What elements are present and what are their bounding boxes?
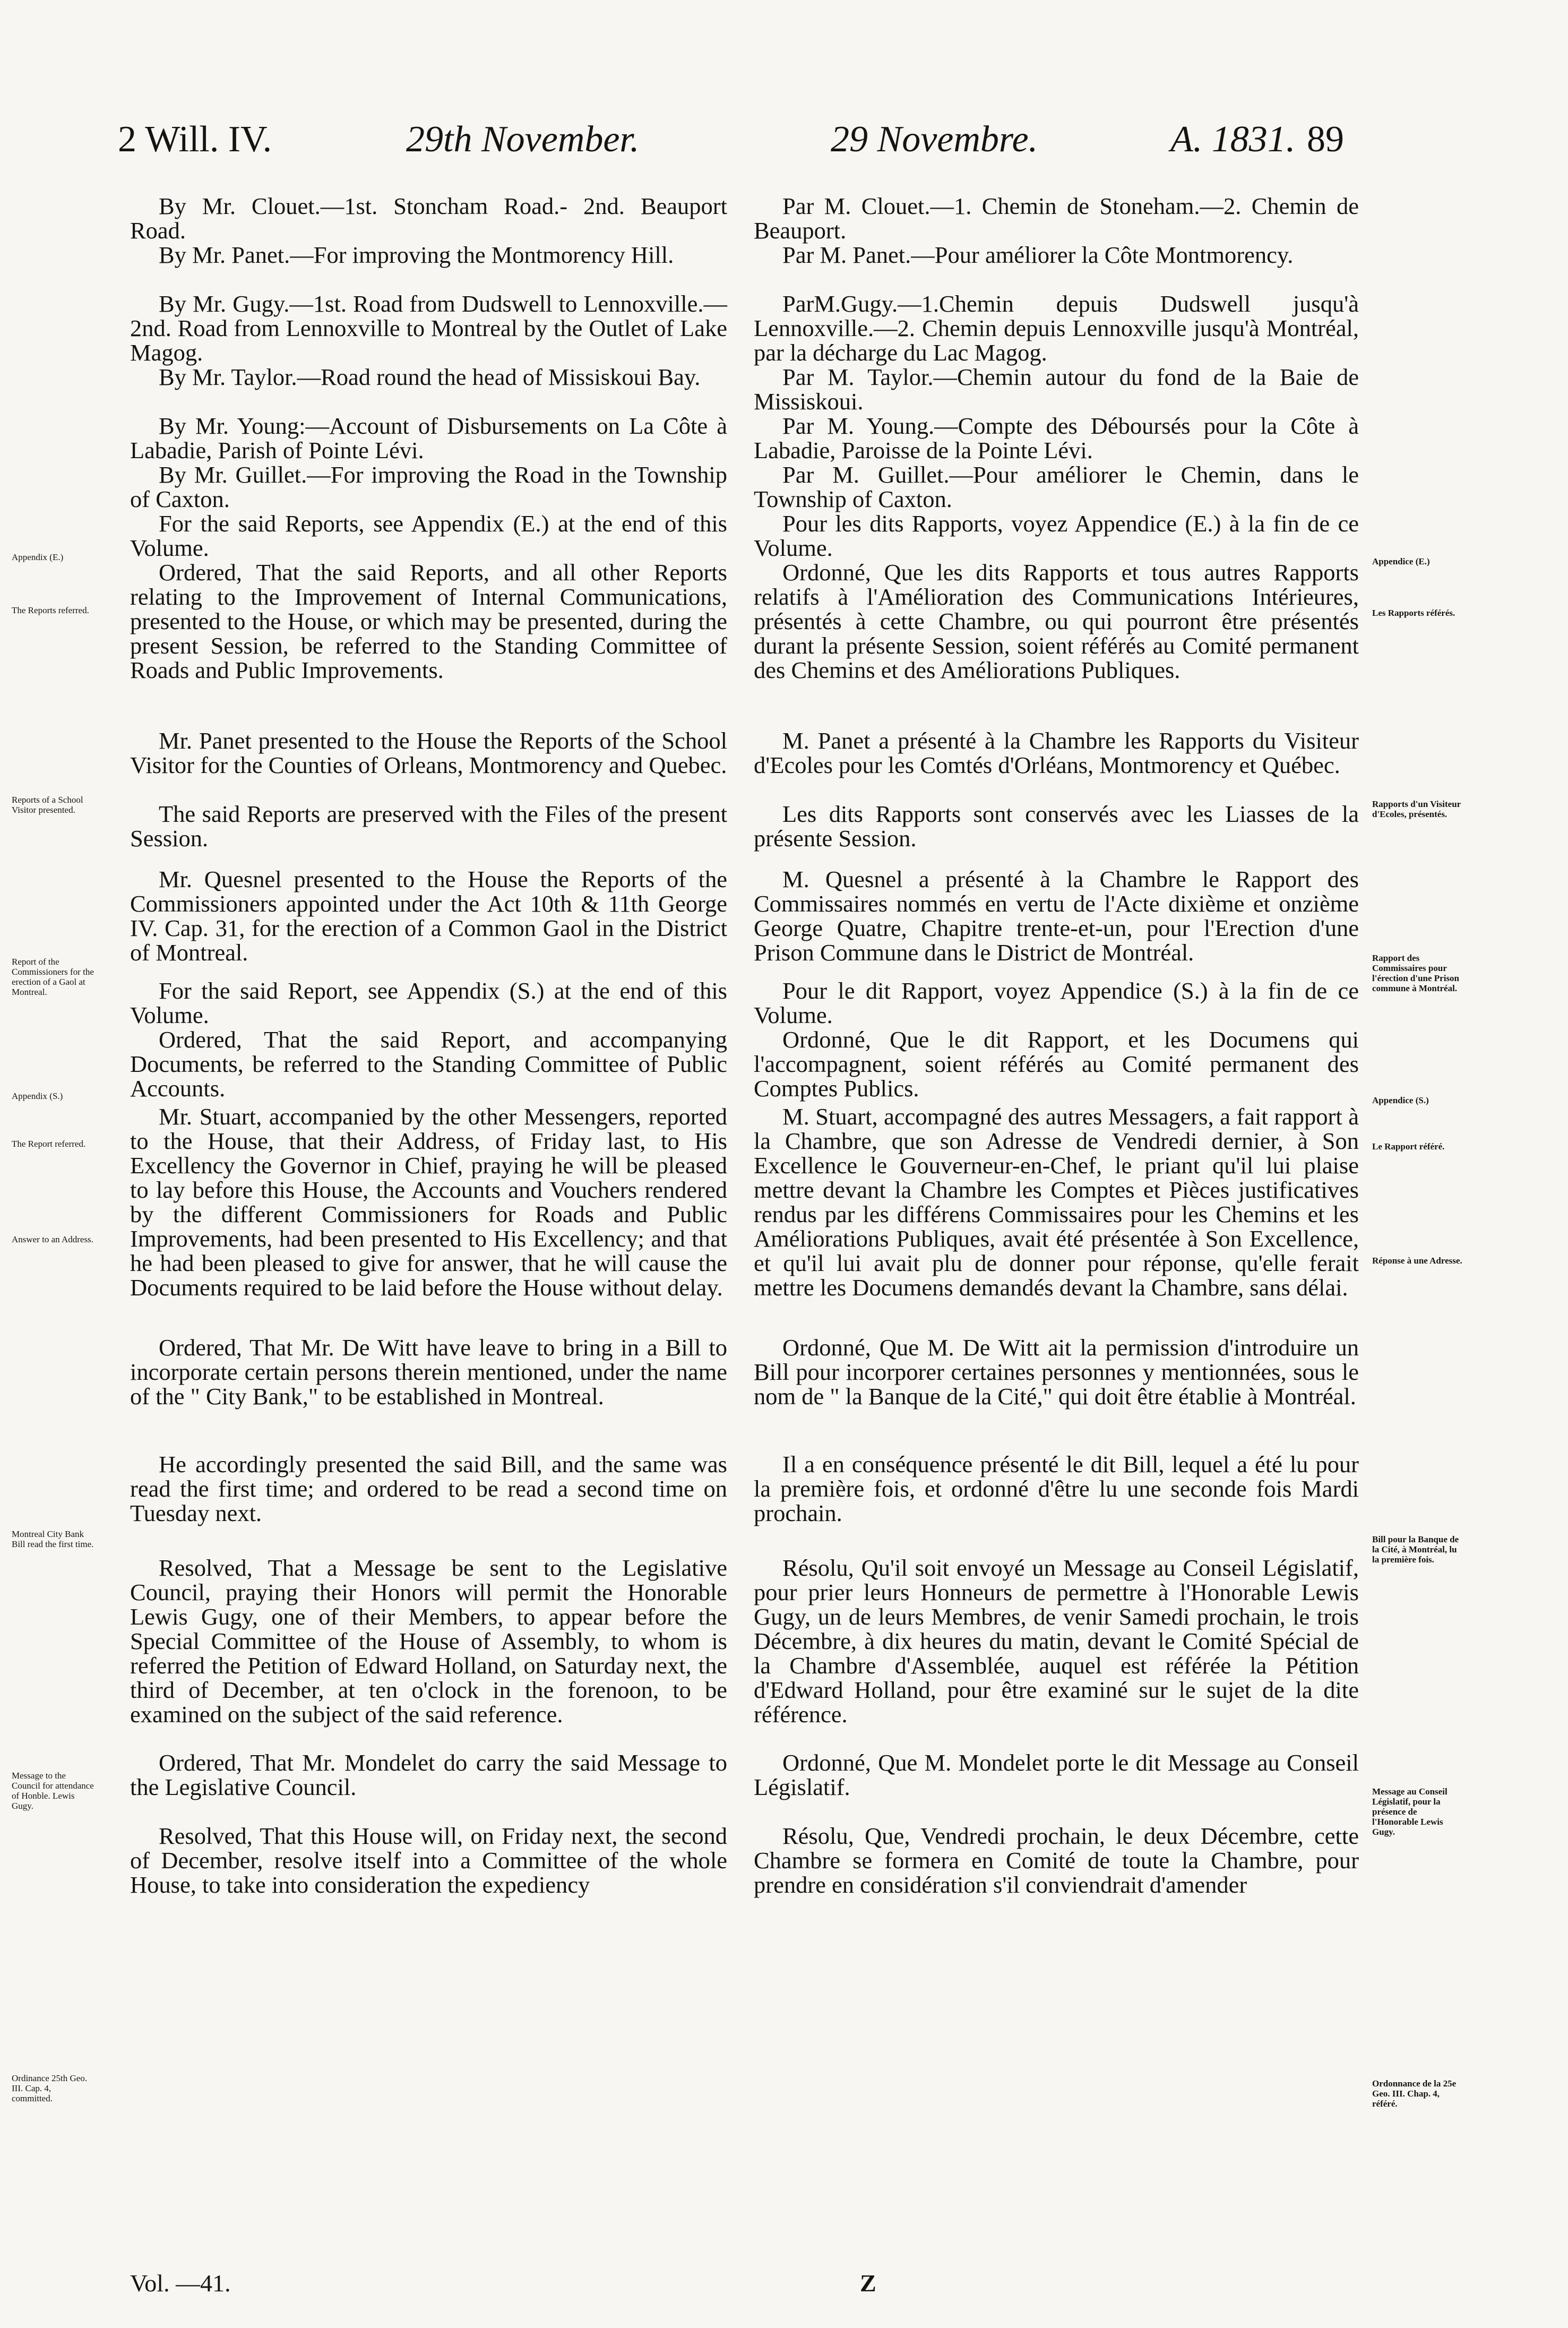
margin-note: Reports of a School Visitor presented. — [12, 795, 83, 815]
header-year: A. 1831. — [1170, 119, 1296, 160]
margin-note: Appendix (S.) — [12, 1091, 63, 1101]
signature-mark: Z — [860, 2270, 876, 2297]
header-date-french: 29 Novembre. — [831, 119, 1038, 160]
english-paragraph: By Mr. Young:—Account of Disbursements on La Côte à Labadie, Parish of Pointe Lévi. — [130, 413, 727, 463]
english-paragraph: For the said Reports, see Appendix (E.) at the end of this Volume. — [130, 510, 727, 561]
english-paragraph: By Mr. Gugy.—1st. Road from Dudswell to Lennoxville.—2nd. Road from Lennoxville to Montreal by the Outlet of Lake Magog. — [130, 290, 727, 366]
french-paragraph: Résolu, Qu'il soit envoyé un Message au Conseil Législatif, pour prier leurs Honneurs de permettre à l'Honorable Lewis Gugy, un de leurs Membres, de venir Samedi prochain, le trois Décembre, à dix heures du matin, devant le Comité Spécial de la Chambre d'Assemblée, auquel est référée la Pétition d'Edward Holland, pour être examiné sur le sujet de la dite référence. — [754, 1554, 1359, 1728]
header-date-english: 29th November. — [406, 119, 640, 160]
english-paragraph: Mr. Quesnel presented to the House the Reports of the Commissioners appointed under the Act 10th & 11th George IV. Cap. 31, for the erection of a Common Gaol in the District of Montreal. — [130, 866, 727, 966]
margin-note: Report of the Commissioners for the erection of a Gaol at Montreal. — [12, 957, 94, 997]
margin-note: The Report referred. — [12, 1139, 86, 1149]
english-paragraph: For the said Report, see Appendix (S.) at the end of this Volume. — [130, 977, 727, 1028]
english-paragraph: By Mr. Taylor.—Road round the head of Missiskoui Bay. — [159, 364, 701, 390]
english-paragraph: Ordered, That the said Reports, and all other Reports relating to the Improvement of Internal Communications, presented to the House, or which may be presented, during the present Session, be referred to the Standing Committee of Roads and Public Improvements. — [130, 559, 727, 683]
french-paragraph: Résolu, Que, Vendredi prochain, le deux Décembre, cette Chambre se formera en Comité de toute la Chambre, pour prendre en considération s'il conviendrait d'amender — [754, 1823, 1359, 1898]
french-paragraph: Ordonné, Que M. Mondelet porte le dit Message au Conseil Législatif. — [754, 1749, 1359, 1800]
margin-note: Message to the Council for attendance of Honble. Lewis Gugy. — [12, 1771, 94, 1811]
margin-note: Appendix (E.) — [12, 552, 64, 562]
french-paragraph: Les dits Rapports sont conservés avec les Liasses de la présente Session. — [754, 801, 1359, 852]
margin-note: Rapport des Commissaires pour l'érection d'une Prison commune à Montréal. — [1372, 953, 1460, 993]
french-paragraph: Ordonné, Que M. De Witt ait la permission d'introduire un Bill pour incorporer certaines personnes y mentionnées, sous le nom de " la Banque de la Cité," qui doit être établie à Montréal. — [754, 1334, 1359, 1410]
margin-note: Montreal City Bank Bill read the first time. — [12, 1529, 94, 1549]
margin-note: Bill pour la Banque de la Cité, à Montréal, lu la première fois. — [1372, 1534, 1459, 1565]
english-paragraph: Ordered, That Mr. Mondelet do carry the said Message to the Legislative Council. — [130, 1749, 727, 1800]
margin-note: Le Rapport référé. — [1372, 1141, 1445, 1152]
margin-note: Message au Conseil Législatif, pour la présence de l'Honorable Lewis Gugy. — [1372, 1786, 1448, 1837]
english-paragraph: By Mr. Clouet.—1st. Stoncham Road.- 2nd. Beauport Road. — [130, 193, 727, 244]
french-paragraph: Par M. Guillet.—Pour améliorer le Chemin, dans le Township of Caxton. — [754, 461, 1359, 512]
margin-note: Réponse à une Adresse. — [1372, 1256, 1462, 1266]
margin-note: Appendice (E.) — [1372, 556, 1430, 566]
french-paragraph: M. Panet a présenté à la Chambre les Rapports du Visiteur d'Ecoles pour les Comtés d'Orléans, Montmorency et Québec. — [754, 727, 1359, 778]
french-paragraph: Ordonné, Que les dits Rapports et tous autres Rapports relatifs à l'Amélioration des Communications Intérieures, présentés à cette Chambre, ou qui pourront être présentés durant la présente Session, soient référés au Comité permanent des Chemins et des Améliorations Publiques. — [754, 559, 1359, 683]
margin-note: Les Rapports référés. — [1372, 608, 1455, 618]
margin-note: Ordinance 25th Geo. III. Cap. 4, committed. — [12, 2073, 88, 2103]
margin-note: Appendice (S.) — [1372, 1095, 1429, 1105]
french-paragraph: Par M. Young.—Compte des Déboursés pour la Côte à Labadie, Paroisse de la Pointe Lévi. — [754, 413, 1359, 463]
margin-note: Answer to an Address. — [12, 1234, 93, 1244]
english-paragraph: By Mr. Panet.—For improving the Montmorency Hill. — [159, 242, 674, 268]
french-paragraph: Par M. Clouet.—1. Chemin de Stoneham.—2. Chemin de Beauport. — [754, 193, 1359, 244]
french-paragraph: Par M. Panet.—Pour améliorer la Côte Montmorency. — [782, 242, 1294, 268]
french-paragraph: Il a en conséquence présenté le dit Bill, lequel a été lu pour la première fois, et ordonné d'être lu une seconde fois Mardi prochain. — [754, 1451, 1359, 1526]
english-paragraph: Mr. Stuart, accompanied by the other Messengers, reported to the House, that their Address, of Friday last, to His Excellency the Governor in Chief, praying he will be pleased to lay before this House, the Accounts and Vouchers rendered by the different Commissioners for Roads and Public Improvements, had been presented to His Excellency; and that he had been pleased to give for answer, that he will cause the Documents required to be laid before the House without delay. — [130, 1103, 727, 1301]
page-number: 89 — [1307, 119, 1344, 160]
english-paragraph: By Mr. Guillet.—For improving the Road in the Township of Caxton. — [130, 461, 727, 512]
french-paragraph: Pour le dit Rapport, voyez Appendice (S.) à la fin de ce Volume. — [754, 977, 1359, 1028]
english-paragraph: Resolved, That a Message be sent to the Legislative Council, praying their Honors will permit the Honorable Lewis Gugy, one of their Members, to appear before the Special Committee of the House of Assembly, to whom is referred the Petition of Edward Holland, on Saturday next, the third of December, at ten o'clock in the forenoon, to be examined on the subject of the said reference. — [130, 1554, 727, 1728]
margin-note: The Reports referred. — [12, 605, 89, 615]
french-paragraph: M. Stuart, accompagné des autres Messagers, a fait rapport à la Chambre, que son Adresse de Vendredi dernier, à Son Excellence le Gouverneur-en-Chef, le priant qu'il lui plaise mettre devant la Chambre les Comptes et Pièces justificatives rendus par les différens Commissaires pour les Chemins et les Améliorations Publiques, avait été présentée à Son Excellence, et qu'il lui avait plu de donner pour réponse, qu'elle ferait mettre les Documens demandés devant la Chambre, sans délai. — [754, 1103, 1359, 1301]
french-paragraph: Par M. Taylor.—Chemin autour du fond de la Baie de Missiskoui. — [754, 364, 1359, 415]
volume-footer: Vol. —41. — [130, 2270, 231, 2297]
french-paragraph: ParM.Gugy.—1.Chemin depuis Dudswell jusqu'à Lennoxville.—2. Chemin depuis Lennoxville jusqu'à Montréal, par la décharge du Lac Magog. — [754, 290, 1359, 366]
french-paragraph: Ordonné, Que le dit Rapport, et les Documens qui l'accompagnent, soient référés au Comité permanent des Comptes Publics. — [754, 1026, 1359, 1102]
french-paragraph: Pour les dits Rapports, voyez Appendice (E.) à la fin de ce Volume. — [754, 510, 1359, 561]
english-paragraph: He accordingly presented the said Bill, and the same was read the first time; and ordered to be read a second time on Tuesday next. — [130, 1451, 727, 1526]
margin-note: Rapports d'un Visiteur d'Ecoles, présentés. — [1372, 799, 1461, 819]
english-paragraph: Ordered, That the said Report, and accompanying Documents, be referred to the Standing Committee of Public Accounts. — [130, 1026, 727, 1102]
header-session: 2 Will. IV. — [118, 119, 272, 160]
french-paragraph: M. Quesnel a présenté à la Chambre le Rapport des Commissaires nommés en vertu de l'Acte dixième et onzième George Quatre, Chapitre trente-et-un, pour l'Erection d'une Prison Commune dans le District de Montréal. — [754, 866, 1359, 966]
margin-note: Ordonnance de la 25e Geo. III. Chap. 4, référé. — [1372, 2078, 1457, 2109]
english-paragraph: Ordered, That Mr. De Witt have leave to bring in a Bill to incorporate certain persons therein mentioned, under the name of the " City Bank," to be established in Montreal. — [130, 1334, 727, 1410]
english-paragraph: Resolved, That this House will, on Friday next, the second of December, resolve itself into a Committee of the whole House, to take into consideration the expediency — [130, 1823, 727, 1898]
english-paragraph: The said Reports are preserved with the Files of the present Session. — [130, 801, 727, 852]
english-paragraph: Mr. Panet presented to the House the Reports of the School Visitor for the Counties of Orleans, Montmorency and Quebec. — [130, 727, 727, 778]
